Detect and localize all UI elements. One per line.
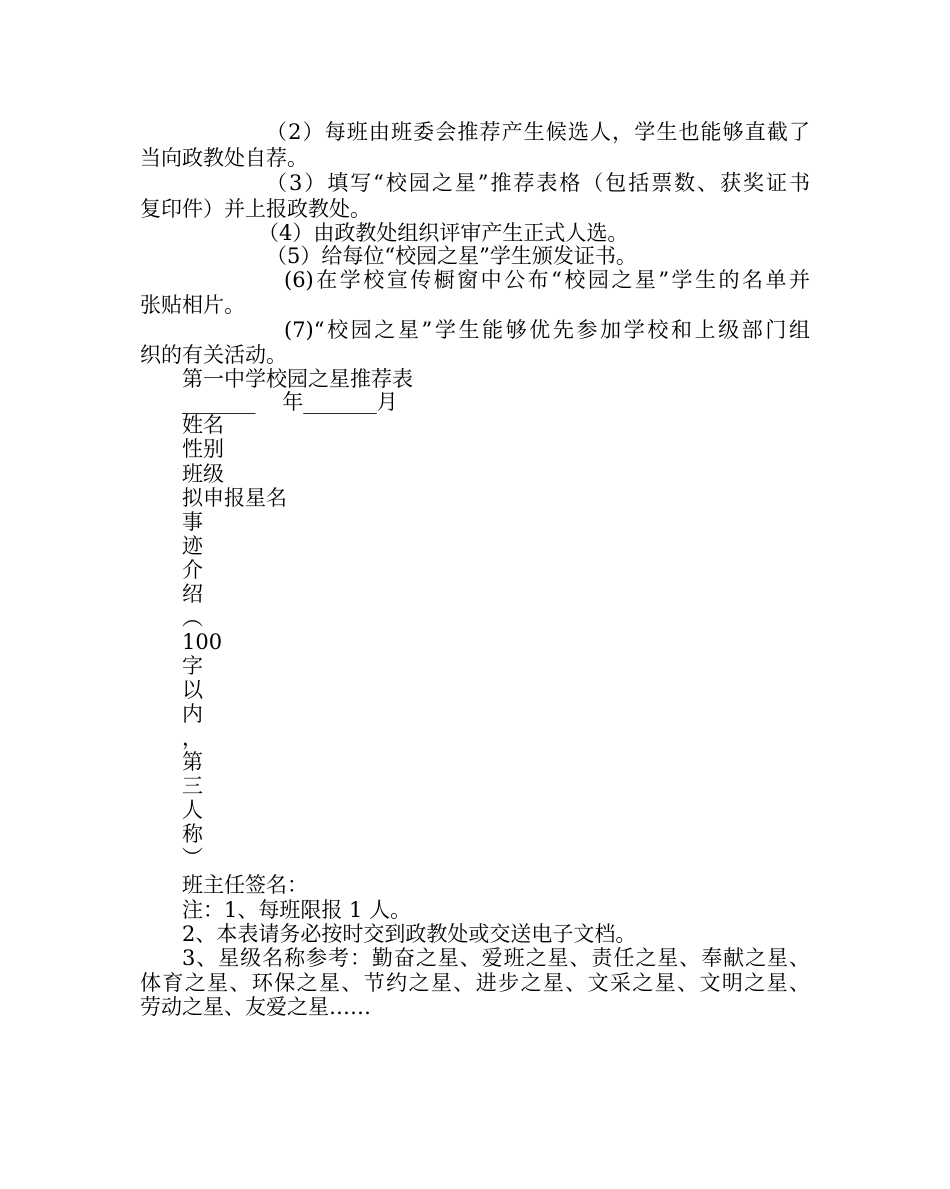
deeds-label-char: 介 (182, 558, 203, 582)
paragraph-7-line-1: (7)“校园之星”学生能够优先参加学校和上级部门组 (284, 318, 810, 342)
paragraph-4: （4）由政教处组织评审产生正式人选。 (258, 221, 629, 245)
note-2: 2、本表请务必按时交到政教处或交送电子文档。 (182, 922, 637, 946)
signature-label: 班主任签名： (182, 873, 308, 897)
deeds-label-char: 字 (182, 654, 203, 678)
deeds-label-char: 称 (182, 822, 203, 846)
note-1: 注：1、每班限报 1 人。 (182, 898, 412, 922)
form-date-line: _______ 年_______月 (182, 390, 398, 414)
deeds-label-char: ︶ (182, 846, 203, 870)
field-label-name: 姓名 (182, 413, 224, 437)
paragraph-3-line-1: （3）填写“校园之星”推荐表格（包括票数、获奖证书 (266, 171, 810, 195)
form-title: 第一中学校园之星推荐表 (182, 367, 413, 391)
paragraph-5: （5）给每位“校园之星”学生颁发证书。 (266, 244, 637, 268)
deeds-label-char: 人 (182, 798, 203, 822)
deeds-label-char: 事 (182, 510, 203, 534)
note-3-line-2: 体育之星、环保之星、节约之星、进步之星、文采之星、文明之星、 (140, 971, 810, 995)
deeds-label-char: 100 (182, 630, 223, 654)
paragraph-6-line-1: (6)在学校宣传橱窗中公布“校园之星”学生的名单并 (284, 268, 810, 292)
note-3-line-1: 3、星级名称参考：勤奋之星、爱班之星、责任之星、奉献之星、 (182, 946, 810, 970)
note-3-line-3: 劳动之星、友爱之星…… (140, 995, 371, 1019)
field-label-gender: 性别 (182, 437, 224, 461)
deeds-label-char: 以 (182, 678, 203, 702)
deeds-label-char: 绍 (182, 582, 203, 606)
paragraph-3-line-2: 复印件）并上报政教处。 (140, 197, 371, 221)
paragraph-2-line-1: （2）每班由班委会推荐产生候选人，学生也能够直截了 (266, 120, 810, 144)
deeds-label-char: ， (182, 726, 203, 750)
deeds-label-char: 内 (182, 702, 203, 726)
field-label-class: 班级 (182, 462, 224, 486)
deeds-label-char: 第 (182, 750, 203, 774)
paragraph-7-line-2: 织的有关活动。 (140, 343, 287, 367)
deeds-label-char: 迹 (182, 534, 203, 558)
paragraph-6-line-2: 张贴相片。 (140, 293, 245, 317)
deeds-label-char: 三 (182, 774, 203, 798)
deeds-label-char: ︵ (182, 606, 203, 630)
field-label-star-name: 拟申报星名 (182, 486, 287, 510)
paragraph-2-line-2: 当向政教处自荐。 (140, 146, 308, 170)
